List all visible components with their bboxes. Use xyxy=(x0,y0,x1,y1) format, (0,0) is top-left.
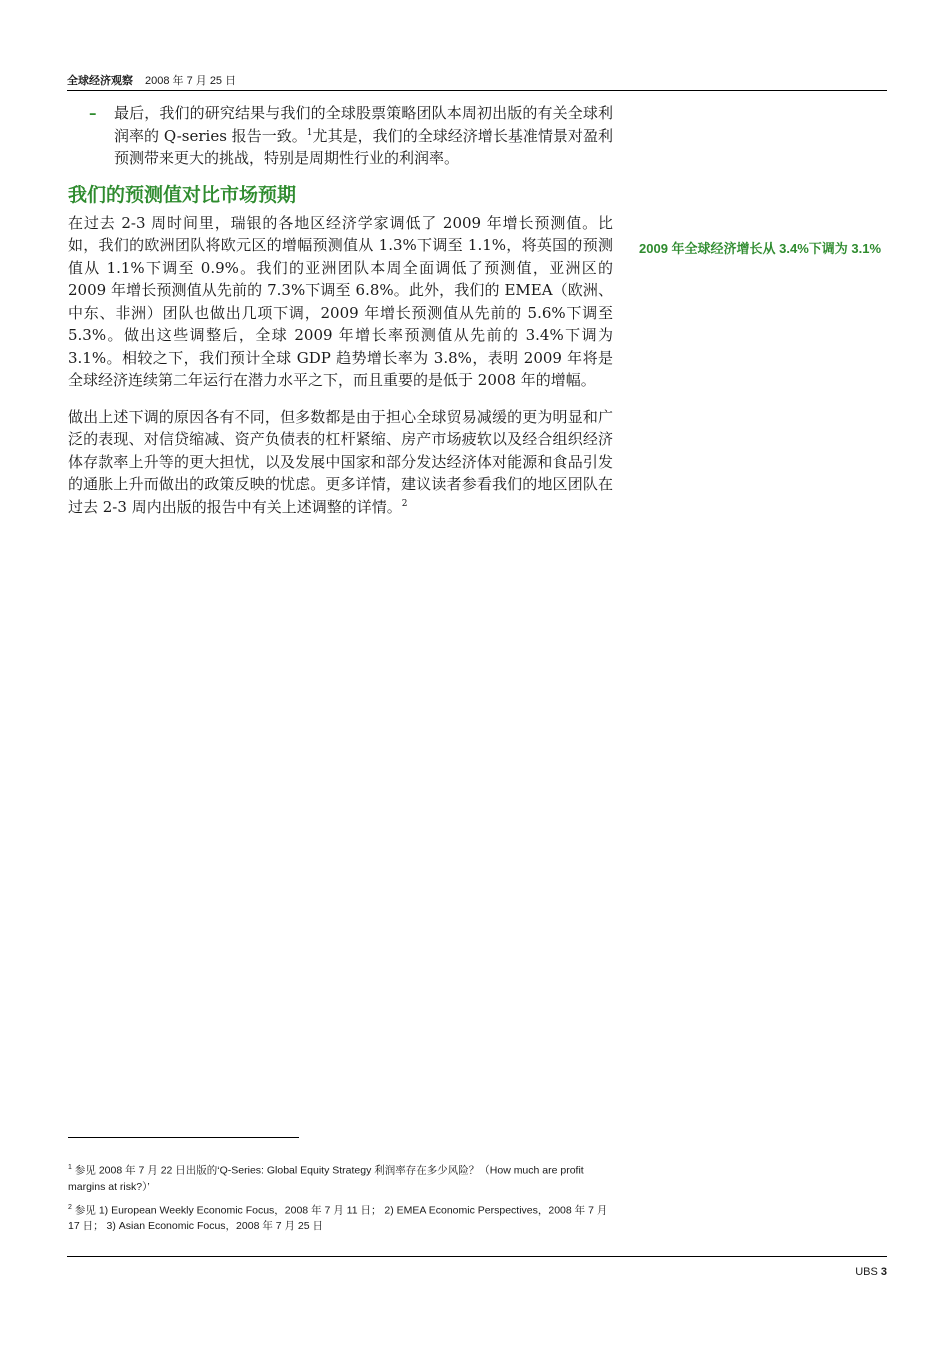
main-content xyxy=(68,102,613,532)
footnotes xyxy=(68,1160,613,1239)
paragraph-2-text: 做出上述下调的原因各有不同，但多数都是由于担心全球贸易减缓的更为明显和广泛的表现、对信贷缩减、资产负债表的杠杆紧缩、房产市场疲软以及经合组织经济体存款率上升等的更大担忧，以及发展中国家和部分发达经济体对能源和食品引发的通胀上升而做出的政策反映的忧虑。更多详情，建议读者参看我们的地区团队在过去 2-3 周内出版的报告中有关上述调整的详情。 xyxy=(68,407,613,516)
footnote-mark: 2 xyxy=(68,1203,72,1211)
footnote-text: 参见 1) European Weekly Economic Focus，2008 年 7 月 11 日； 2) EMEA Economic Perspectives，2008 年 7 月 17 日； 3) Asian Economic Focus，2008 年 7 月 25 日 xyxy=(68,1204,608,1232)
footnote-mark: 1 xyxy=(68,1164,72,1171)
footer-divider xyxy=(67,1256,887,1257)
page-footer xyxy=(855,1266,887,1278)
page-header xyxy=(67,66,887,91)
page-number: 3 xyxy=(880,1266,887,1278)
margin-note: 2009 年全球经济增长从 3.4%下调为 3.1% xyxy=(639,241,882,256)
bullet-text-a: 最后，我们的研究结果与我们的全球股票策略团队本周初出版的有关全球利润率的 Q-series 报告一致。 xyxy=(114,104,613,145)
paragraph-1: 在过去 2-3 周时间里，瑞银的各地区经济学家调低了 2009 年增长预测值。比如，我们的欧洲团队将欧元区的增幅预测值从 1.3%下调至 1.1%，将英国的预测值从 1.1%下调至 0.9%。我们的亚洲团队本周全面调低了预测值，亚洲区的 2009 年增长预测值从先前的 7.3%下调至 6.8%。此外，我们的 EMEA（欧洲、中东、非洲）团队也做出几项下调，2009 年增长预测值从先前的 5.6%下调至 5.3%。做出这些调整后，全球 2009 年增长率预测值从先前的 3.4%下调为 3.1%。相较之下，我们预计全球 GDP 趋势增长率为 3.8%，表明 2009 年将是全球经济连续第二年运行在潜力水平之下，而且重要的是低于 2008 年的增幅。 xyxy=(68,213,613,389)
footnote-text: 参见 2008 年 7 月 22 日出版的‘Q-Series: Global Equity Strategy 利润率存在多少风险？（How much are profit margins at risk?）’ xyxy=(68,1164,584,1193)
section-heading: 我们的预测值对比市场预期 xyxy=(68,183,297,206)
footer-brand: UBS xyxy=(855,1266,878,1278)
footnote-item xyxy=(68,1200,613,1235)
footnote-ref-1[interactable]: 1 xyxy=(306,127,313,138)
dash-bullet-icon: – xyxy=(89,104,97,122)
bullet-item xyxy=(68,102,613,170)
publication-title: 全球经济观察 xyxy=(67,74,133,87)
bullet-text-b: 尤其是，我们的全球经济增长基准情景对盈利预测带来更大的挑战，特别是周期性行业的利润率。 xyxy=(114,126,613,167)
footnote-divider xyxy=(68,1137,299,1138)
footnote-ref-2[interactable]: 2 xyxy=(401,498,408,509)
paragraph-2 xyxy=(68,406,613,519)
footnote-item xyxy=(68,1160,613,1195)
publication-date: 2008 年 7 月 25 日 xyxy=(145,75,237,87)
